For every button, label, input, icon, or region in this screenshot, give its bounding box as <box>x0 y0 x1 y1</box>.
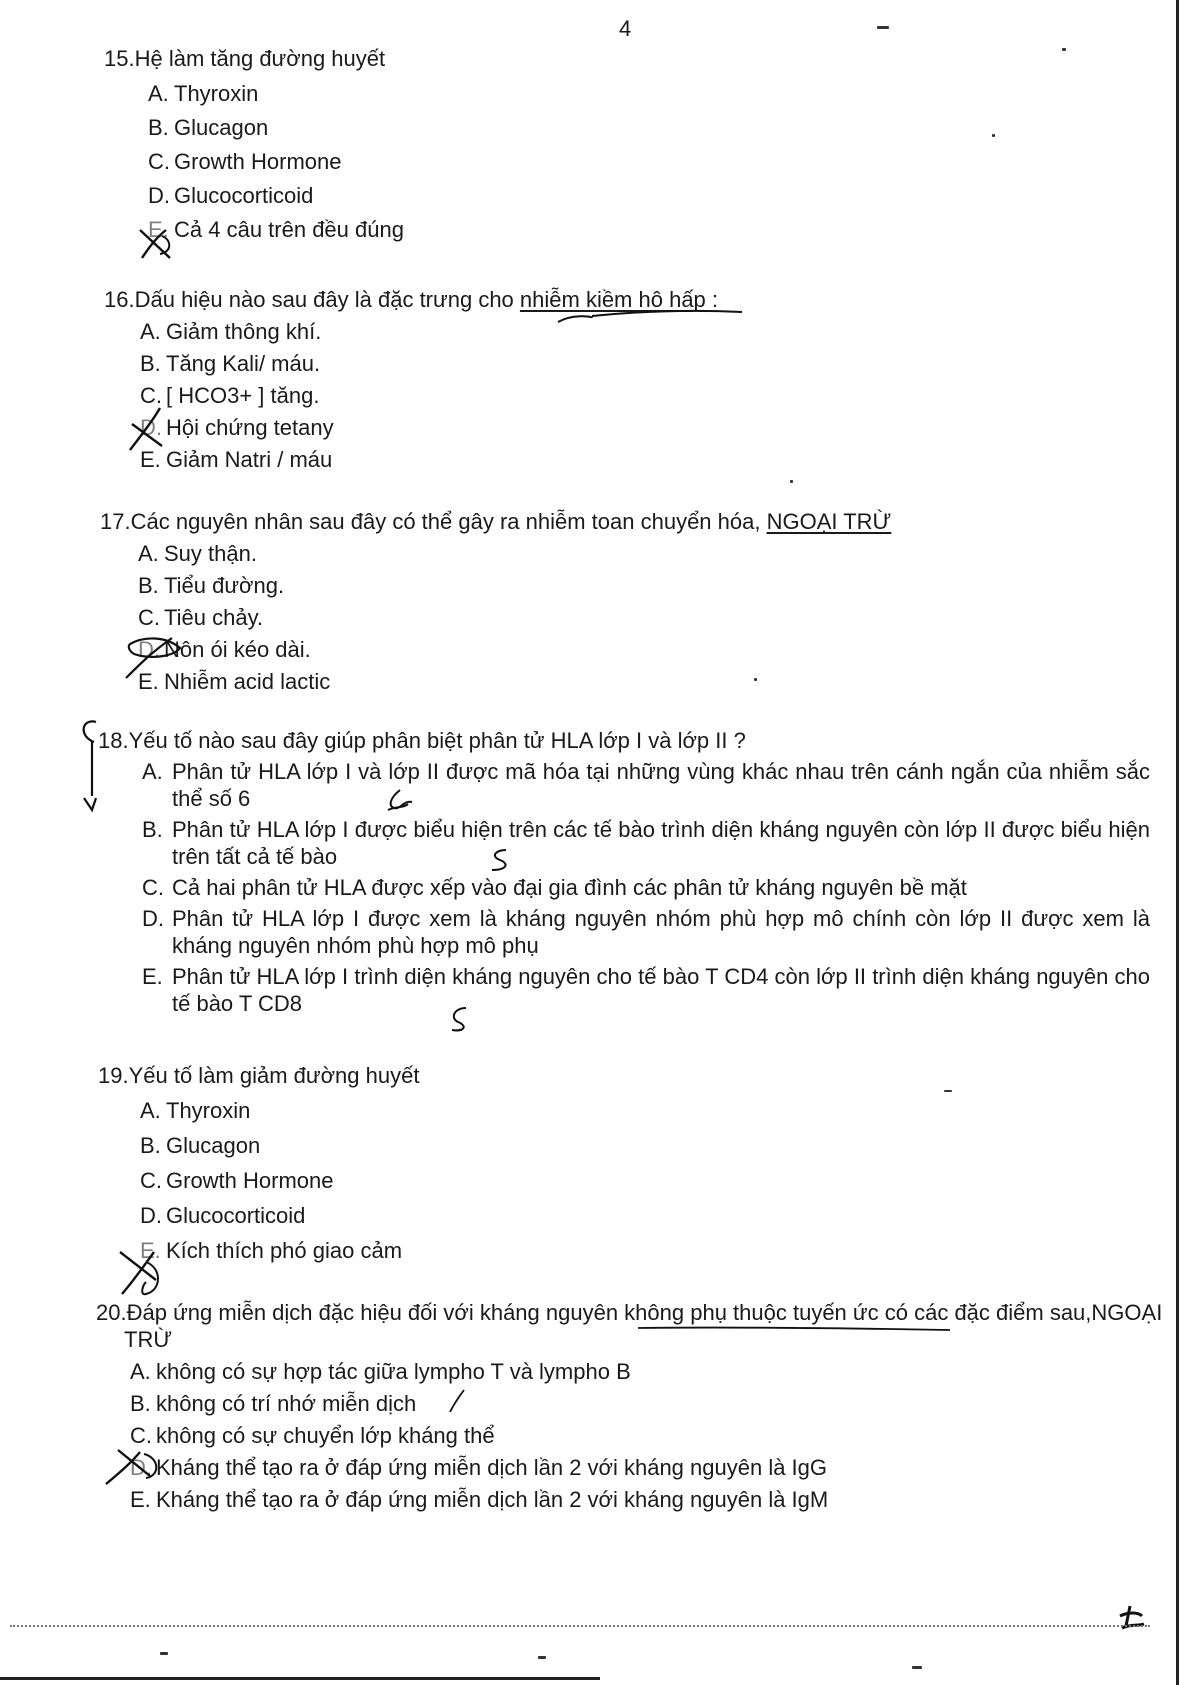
option-b: B. Tiểu đường. <box>138 573 285 598</box>
question-19 <box>0 1062 1191 1264</box>
option-c: C. Growth Hormone <box>148 149 342 174</box>
option-d: D. Hội chứng tetany <box>140 415 334 440</box>
question-text: Dấu hiệu nào sau đây là đặc trưng cho <box>134 287 520 312</box>
question-stem <box>98 1062 1191 1090</box>
question-number: 16. <box>104 287 135 312</box>
option-b: B. Phân tử HLA lớp I được biểu hiện trên các tế bào trình diện kháng nguyên còn lớp II được biểu hiện trên tất cả tế bào <box>142 817 1150 869</box>
option-a: A. Suy thận. <box>138 541 257 566</box>
option-a: A. Giảm thông khí. <box>140 319 322 344</box>
scan-edge-line <box>1176 0 1179 1685</box>
scan-speck <box>790 480 793 483</box>
option-e: E. Giảm Natri / máu <box>140 447 333 472</box>
scan-dash <box>877 26 889 29</box>
scan-dash <box>912 1666 922 1669</box>
option-c: C. Growth Hormone <box>140 1168 334 1193</box>
option-c: C. [ HCO3+ ] tăng. <box>140 383 320 408</box>
scan-speck <box>992 134 995 137</box>
question-text: Yếu tố làm giảm đường huyết <box>128 1063 420 1088</box>
option-b: B. Glucagon <box>148 115 269 140</box>
option-e: E. Kháng thể tạo ra ở đáp ứng miễn dịch lần 2 với kháng nguyên là IgM <box>130 1487 829 1512</box>
option-e: E. Nhiễm acid lactic <box>138 669 331 694</box>
option-a: A. Thyroxin <box>140 1098 251 1123</box>
question-text: Yếu tố nào sau đây giúp phân biệt phân tử HLA lớp I và lớp II ? <box>128 728 746 753</box>
page-number: 4 <box>619 16 632 41</box>
scan-dotted-line <box>10 1625 1150 1627</box>
question-16 <box>0 286 1191 473</box>
underlined-keyword: nhiễm kiềm hô hấp <box>519 287 706 312</box>
question-number: 19. <box>98 1063 129 1088</box>
scan-bottom-edge <box>0 1677 600 1680</box>
question-text: Hệ làm tăng đường huyết <box>134 46 386 71</box>
question-20 <box>0 1299 1191 1513</box>
question-number: 15. <box>104 46 135 71</box>
question-text: Các nguyên nhân sau đây có thể gây ra nhiễm toan chuyển hóa, <box>130 509 767 534</box>
scan-dash <box>538 1656 546 1659</box>
scan-speck <box>1062 48 1066 51</box>
question-stem: 16.Dấu hiệu nào sau đây là đặc trưng cho nhiễm kiềm hô hấp : <box>104 287 719 312</box>
option-d: D. Phân tử HLA lớp I được xem là kháng nguyên nhóm phù hợp mô chính còn lớp II được xem là kháng nguyên nhóm phù hợp mô phụ <box>142 906 1150 958</box>
question-number: 17. <box>100 509 131 534</box>
scan-dash <box>944 1090 952 1092</box>
option-b: B. Glucagon <box>140 1133 261 1158</box>
option-e: E. Phân tử HLA lớp I trình diện kháng nguyên cho tế bào T CD4 còn lớp II trình diện kháng nguyên cho tế bào T CD8 <box>142 964 1150 1016</box>
option-a: A. Phân tử HLA lớp I và lớp II được mã hóa tại những vùng khác nhau trên cánh ngắn của nhiễm sắc thể số 6 <box>142 759 1150 811</box>
scan-dash <box>160 1652 168 1655</box>
option-c: C. không có sự chuyển lớp kháng thể <box>130 1423 495 1448</box>
question-stem <box>98 727 1191 755</box>
option-d: D. Nôn ói kéo dài. <box>138 637 311 662</box>
option-e: E. Kích thích phó giao cảm <box>140 1238 403 1263</box>
corner-scribble-mark <box>1116 1604 1146 1632</box>
option-d: D. Glucocorticoid <box>140 1203 306 1228</box>
except-keyword: NGOẠI TRỪ <box>124 1300 1163 1352</box>
question-15 <box>0 45 1191 243</box>
question-number: 20. <box>96 1300 127 1325</box>
option-d: D. Glucocorticoid <box>148 183 314 208</box>
question-stem <box>100 508 1191 536</box>
question-17 <box>0 508 1191 695</box>
option-b: B. không có trí nhớ miễn dịch <box>130 1391 417 1416</box>
question-stem <box>96 1299 1184 1353</box>
option-a: A. Thyroxin <box>148 81 259 106</box>
option-c: C. Cả hai phân tử HLA được xếp vào đại gia đình các phân tử kháng nguyên bề mặt <box>142 875 967 900</box>
option-c: C. Tiêu chảy. <box>138 605 264 630</box>
option-d: D. Kháng thể tạo ra ở đáp ứng miễn dịch lần 2 với kháng nguyên là IgG <box>130 1455 828 1480</box>
question-stem <box>104 45 1191 73</box>
question-18 <box>0 727 1191 1017</box>
option-b: B. Tăng Kali/ máu. <box>140 351 321 376</box>
question-text: Đáp ứng miễn dịch đặc hiệu đối với kháng nguyên không phụ thuộc tuyến ức có các đặc điểm sau, <box>126 1300 1092 1325</box>
option-a: A. không có sự hợp tác giữa lympho T và lympho B <box>130 1359 631 1384</box>
underlined-keyword: NGOẠI TRỪ <box>766 509 892 534</box>
question-number: 18. <box>98 728 129 753</box>
option-e: E. Cả 4 câu trên đều đúng <box>148 217 404 242</box>
scan-speck <box>754 678 757 681</box>
